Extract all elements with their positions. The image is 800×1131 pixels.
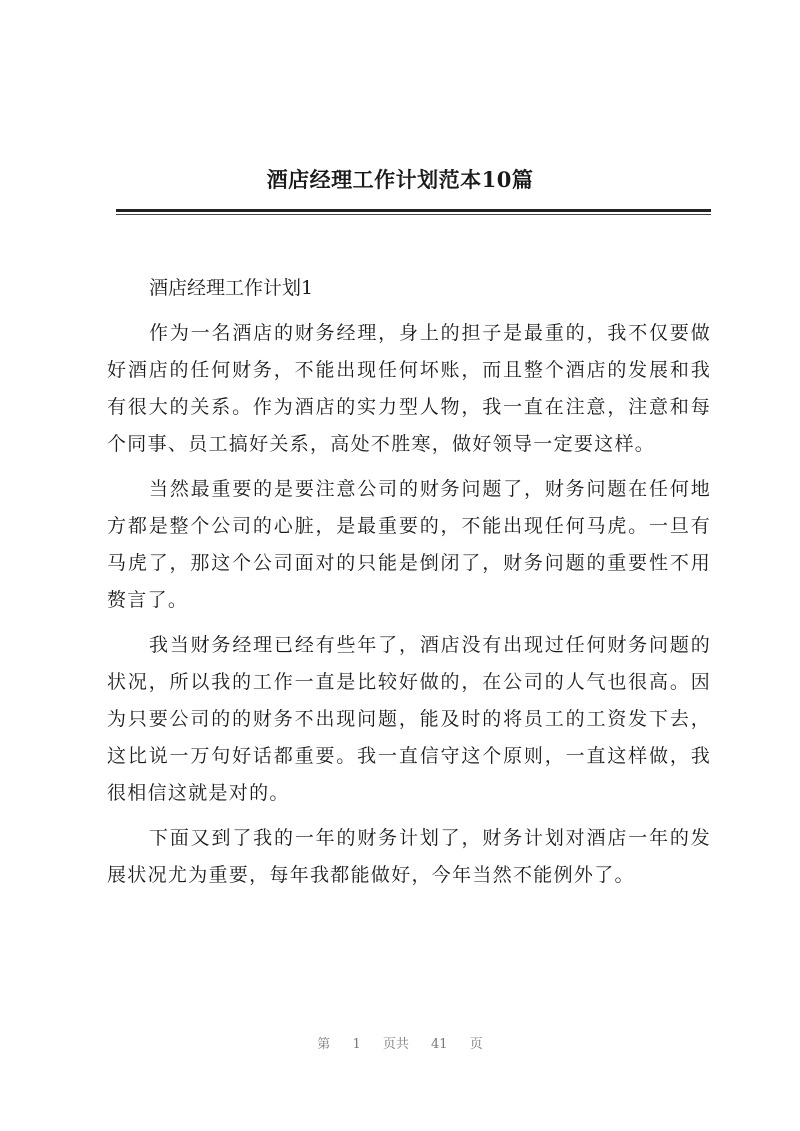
paragraph: 作为一名酒店的财务经理，身上的担子是最重的，我不仅要做好酒店的任何财务，不能出现任何坏账，而且整个酒店的发展和我有很大的关系。作为酒店的实力型人物，我一直在注意，注意和每个同事、员工搞好关系，高处不胜寒，做好领导一定要这样。 bbox=[107, 322, 711, 455]
page-title: 酒店经理工作计划范本10篇 bbox=[266, 167, 534, 192]
page-footer bbox=[0, 1033, 800, 1052]
page-label-prefix: 第 bbox=[317, 1037, 331, 1052]
paragraph: 当然最重要的是要注意公司的财务问题了，财务问题在任何地方都是整个公司的心脏，是最重要的，不能出现任何马虎。一旦有马虎了，那这个公司面对的只能是倒闭了，财务问题的重要性不用赘言了。 bbox=[107, 478, 711, 611]
paragraph: 我当财务经理已经有些年了，酒店没有出现过任何财务问题的状况，所以我的工作一直是比较好做的，在公司的人气也很高。因为只要公司的的财务不出现问题，能及时的将员工的工资发下去，这比说一万句好话都重要。我一直信守这个原则，一直这样做，我很相信这就是对的。 bbox=[107, 634, 711, 804]
page-label-suffix: 页 bbox=[469, 1037, 483, 1052]
title-divider bbox=[116, 209, 711, 212]
title-divider-thin bbox=[116, 214, 711, 215]
page-label-mid: 页共 bbox=[382, 1037, 409, 1052]
paragraph: 下面又到了我的一年的财务计划了，财务计划对酒店一年的发展状况尤为重要，每年我都能做好，今年当然不能例外了。 bbox=[107, 827, 711, 886]
section-heading: 酒店经理工作计划1 bbox=[149, 277, 314, 299]
page-number: 1 bbox=[352, 1037, 361, 1052]
page-total: 41 bbox=[431, 1037, 448, 1052]
document-body bbox=[107, 270, 711, 902]
